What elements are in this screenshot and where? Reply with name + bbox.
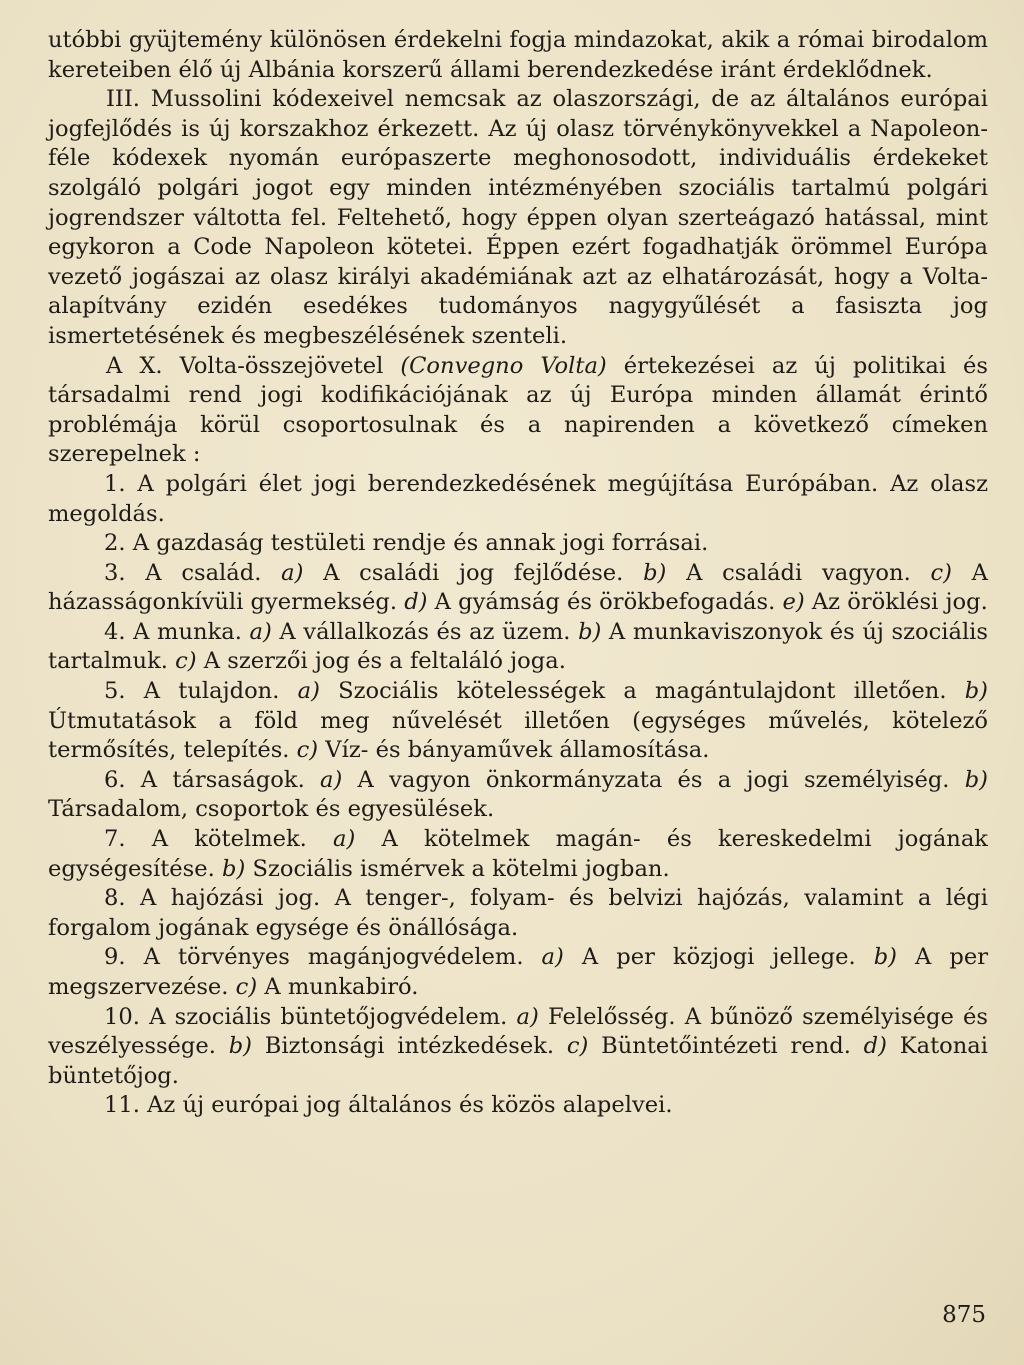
topic-text: Víz- és bányaművek államosítása. — [318, 737, 710, 764]
body-text — [48, 26, 988, 1121]
topic-text: A gyámság és örökbefogadás. — [427, 589, 783, 616]
topic-text: A per megszervezése. — [48, 944, 988, 1000]
topic-subpoint-marker: d) — [863, 1033, 887, 1060]
topic-item — [48, 884, 988, 943]
topic-item — [48, 618, 988, 677]
topic-subpoint-marker: b) — [873, 944, 897, 971]
topic-text: A munkabiró. — [257, 974, 419, 1000]
topic-subpoint-marker: b) — [222, 855, 246, 882]
topic-item — [48, 1091, 988, 1121]
topic-item — [48, 766, 988, 825]
topic-text: A családi vagyon. — [666, 559, 931, 586]
volta-text-before: A X. Volta-összejövetel — [106, 352, 401, 379]
topic-text: 10. A szociális büntetőjogvédelem. — [104, 1003, 517, 1030]
topic-text: Társadalom, csoportok és egyesülések. — [48, 796, 495, 823]
topic-list — [48, 470, 988, 1121]
topic-text: Az öröklési jog. — [804, 589, 988, 616]
topic-subpoint-marker: a) — [297, 678, 320, 705]
page-number: 875 — [942, 1302, 986, 1328]
topic-subpoint-marker: a) — [541, 944, 564, 971]
topic-text: A szerzői jog és a feltaláló joga. — [196, 648, 566, 675]
topic-text: Katonai büntetőjog. — [48, 1033, 988, 1089]
section-three-paragraph: III. Mussolini kódexeivel nemcsak az olaszországi, de az általános európai jogfejlődés is új korszakhoz érkezett. Az új olasz törvénykönyvekkel a Napoleon-féle kódexek nyomán európaszerte meghonosodott, individuális érdekeket szolgáló polgári jogot egy minden intézményében szociális tartalmú polgári jogrendszer váltotta fel. Feltehető, hogy éppen olyan szerteágazó hatással, mint egykoron a Code Napoleon kötetei. Éppen ezért fogadhatják örömmel Európa vezető jogászai az olasz királyi akadémiának azt az elhatározását, hogy a Volta-alapítvány ezidén esedékes tudományos nagygyűlését a fasiszta jog ismertetésének és megbeszélésének szenteli. — [48, 86, 988, 349]
topic-item — [48, 559, 988, 618]
topic-text: 4. A munka. — [104, 618, 250, 645]
topic-item — [48, 677, 988, 766]
topic-subpoint-marker: b) — [228, 1033, 252, 1060]
topic-text: Útmutatások a föld meg nűvelését illetően (egységes művelés, kötelező termősítés, telepítés. — [48, 707, 988, 764]
topic-subpoint-marker: c) — [566, 1033, 589, 1060]
topic-text: Biztonsági intézkedések. — [252, 1033, 567, 1060]
volta-text-after: értekezései az új politikai és társadalmi rend jogi kodifikációjának az új Európa minden államát érintő problémája körül csoportosulnak és a napirenden a következő címeken szerepelnek : — [48, 352, 989, 468]
topic-item — [48, 529, 988, 559]
volta-italic-title: (Convegno Volta) — [400, 352, 607, 379]
topic-text: 7. A kötelmek. — [104, 826, 334, 853]
topic-subpoint-marker: a) — [249, 618, 272, 645]
topic-subpoint-marker: a) — [281, 559, 304, 586]
topic-subpoint-marker: c) — [296, 737, 319, 764]
topic-text: Szociális kötelességek a magántulajdont illetően. — [319, 678, 965, 705]
topic-item — [48, 470, 988, 529]
topic-text: A kötelmek magán- és kereskedelmi jogának egységesítése. — [48, 826, 988, 882]
topic-subpoint-marker: a) — [320, 766, 343, 793]
topic-text: 2. A gazdaság testületi rendje és annak jogi forrásai. — [104, 530, 709, 557]
topic-text: 8. A hajózási jog. A tenger-, folyam- és belvizi hajózás, valamint a légi forgalom jogának egysége és önállósága. — [48, 885, 988, 941]
continuation-paragraph: utóbbi gyüjtemény különösen érdekelni fogja mindazokat, akik a római birodalom kereteiben élő új Albánia korszerű állami berendezkedése iránt érdeklődnek. — [48, 27, 988, 83]
topic-subpoint-marker: a) — [333, 826, 356, 853]
topic-subpoint-marker: c) — [175, 648, 197, 675]
topic-subpoint-marker: c) — [235, 974, 258, 1000]
topic-item — [48, 943, 988, 1002]
topic-text: A munkaviszonyok és új szociális tartalmuk. — [48, 618, 988, 675]
topic-text: Büntetőintézeti rend. — [588, 1033, 864, 1060]
topic-text: 5. A tulajdon. — [104, 678, 298, 705]
topic-subpoint-marker: b) — [643, 559, 667, 586]
topic-text: 1. A polgári élet jogi berendezkedésének megújítása Európában. Az olasz megoldás. — [48, 470, 988, 527]
topic-item — [48, 1003, 988, 1092]
topic-text: 3. A család. — [104, 559, 282, 586]
topic-text: A vállalkozás és az üzem. — [271, 618, 579, 645]
topic-subpoint-marker: a) — [516, 1003, 539, 1030]
topic-item — [48, 825, 988, 884]
topic-text: A családi jog fejlődése. — [303, 559, 644, 586]
topic-text: A házasságonkívüli gyermekség. — [48, 559, 988, 616]
topic-subpoint-marker: b) — [578, 618, 602, 645]
topic-text: Szociális ismérvek a kötelmi jogban. — [245, 855, 670, 882]
topic-subpoint-marker: b) — [964, 678, 988, 705]
topic-text: Felelősség. A bűnöző személyisége és veszélyessége. — [48, 1003, 988, 1060]
volta-paragraph — [48, 352, 988, 470]
topic-subpoint-marker: e) — [782, 589, 805, 616]
topic-subpoint-marker: d) — [404, 589, 428, 616]
topic-text: A per közjogi jellege. — [563, 944, 874, 971]
topic-text: A vagyon önkormányzata és a jogi személyiség. — [342, 766, 965, 793]
topic-text: 9. A törvényes magánjogvédelem. — [104, 944, 542, 971]
topic-text: 11. Az új európai jog általános és közös alapelvei. — [104, 1092, 673, 1119]
topic-subpoint-marker: b) — [964, 766, 988, 793]
topic-subpoint-marker: c) — [930, 559, 952, 586]
topic-text: 6. A társaságok. — [104, 766, 320, 793]
